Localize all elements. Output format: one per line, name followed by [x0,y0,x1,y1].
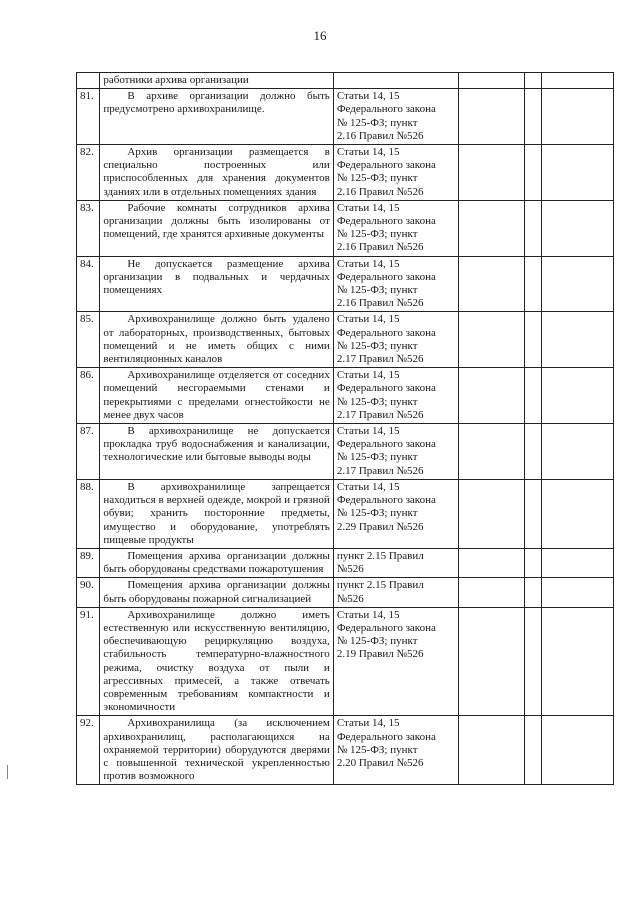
margin-mark [7,765,9,779]
row-number-cell: 92. [77,716,100,785]
basis-cell: Статьи 14, 15 Федерального закона № 125-ФЗ; пункт 2.19 Правил №526 [333,607,458,716]
row-number-cell: 81. [77,89,100,145]
table-row [77,200,614,256]
empty-cell [541,89,613,145]
empty-cell [524,368,541,424]
requirement-cell: Архив организации размещается в специально построенных или приспособленных для хранения документов зданиях или в отдельных помещениях здания [100,145,333,201]
empty-cell [524,716,541,785]
basis-cell: Статьи 14, 15 Федерального закона № 125-ФЗ; пункт 2.17 Правил №526 [333,368,458,424]
requirement-cell: работники архива организации [100,73,333,89]
table-row [77,368,614,424]
requirements-table [76,72,614,785]
table-row [77,479,614,548]
table-row [77,424,614,480]
empty-cell [524,200,541,256]
row-number-cell: 88. [77,479,100,548]
table-row [77,716,614,785]
requirement-cell: Помещения архива организации должны быть оборудованы пожарной сигнализацией [100,578,333,607]
empty-cell [541,578,613,607]
empty-cell [524,607,541,716]
empty-cell [459,368,525,424]
row-number-cell: 89. [77,548,100,577]
basis-cell: Статьи 14, 15 Федерального закона № 125-ФЗ; пункт 2.16 Правил №526 [333,256,458,312]
basis-cell: Статьи 14, 15 Федерального закона № 125-ФЗ; пункт 2.17 Правил №526 [333,312,458,368]
requirement-cell: Архивохранилища (за исключением архивохранилищ, располагающихся на охраняемой территории) оборудуются дверями с повышенной технической укрепленностью против возможного [100,716,333,785]
empty-cell [524,424,541,480]
table-row [77,578,614,607]
empty-cell [459,578,525,607]
empty-cell [524,578,541,607]
empty-cell [524,145,541,201]
requirement-cell: Помещения архива организации должны быть оборудованы средствами пожаротушения [100,548,333,577]
empty-cell [459,479,525,548]
table-row [77,607,614,716]
basis-cell: Статьи 14, 15 Федерального закона № 125-ФЗ; пункт 2.17 Правил №526 [333,424,458,480]
empty-cell [541,607,613,716]
empty-cell [541,73,613,89]
empty-cell [459,200,525,256]
requirement-cell: Рабочие комнаты сотрудников архива организации должны быть изолированы от помещений, где хранятся архивные документы [100,200,333,256]
row-number-cell: 86. [77,368,100,424]
row-number-cell: 84. [77,256,100,312]
empty-cell [459,145,525,201]
basis-cell: Статьи 14, 15 Федерального закона № 125-ФЗ; пункт 2.16 Правил №526 [333,89,458,145]
table-row [77,145,614,201]
row-number-cell: 87. [77,424,100,480]
requirement-cell: Не допускается размещение архива организации в подвальных и чердачных помещениях [100,256,333,312]
requirement-cell: В архивохранилище не допускается прокладка труб водоснабжения и канализации, технологические или бытовые выводы воды [100,424,333,480]
row-number-cell: 90. [77,578,100,607]
row-number-cell [77,73,100,89]
empty-cell [524,73,541,89]
empty-cell [459,548,525,577]
empty-cell [541,479,613,548]
empty-cell [524,89,541,145]
empty-cell [524,312,541,368]
requirement-cell: В архиве организации должно быть предусмотрено архивохранилище. [100,89,333,145]
basis-cell: Статьи 14, 15 Федерального закона № 125-ФЗ; пункт 2.20 Правил №526 [333,716,458,785]
empty-cell [541,145,613,201]
table-row [77,548,614,577]
basis-cell: Статьи 14, 15 Федерального закона № 125-ФЗ; пункт 2.29 Правил №526 [333,479,458,548]
empty-cell [459,607,525,716]
table-row [77,73,614,89]
empty-cell [541,368,613,424]
page-number: 16 [313,28,327,43]
row-number-cell: 82. [77,145,100,201]
row-number-cell: 83. [77,200,100,256]
requirement-cell: Архивохранилище должно иметь естественную или искусственную вентиляцию, обеспечивающую рециркуляцию воздуха, стабильность температурно-влажностного режима, очистку воздуха от пыли и агрессивных примесей, а также отвечать современным требованиям компактности и экономичности [100,607,333,716]
row-number-cell: 91. [77,607,100,716]
basis-cell: Статьи 14, 15 Федерального закона № 125-ФЗ; пункт 2.16 Правил №526 [333,145,458,201]
empty-cell [459,424,525,480]
empty-cell [524,256,541,312]
table-row [77,312,614,368]
empty-cell [459,312,525,368]
empty-cell [541,200,613,256]
empty-cell [541,424,613,480]
empty-cell [524,548,541,577]
empty-cell [459,256,525,312]
requirement-cell: Архивохранилище должно быть удалено от лабораторных, производственных, бытовых помещений и не иметь общих с ними вентиляционных каналов [100,312,333,368]
basis-cell: Статьи 14, 15 Федерального закона № 125-ФЗ; пункт 2.16 Правил №526 [333,200,458,256]
empty-cell [541,256,613,312]
empty-cell [459,716,525,785]
empty-cell [459,73,525,89]
row-number-cell: 85. [77,312,100,368]
empty-cell [541,548,613,577]
basis-cell: пункт 2.15 Правил №526 [333,578,458,607]
empty-cell [459,89,525,145]
basis-cell: пункт 2.15 Правил №526 [333,548,458,577]
empty-cell [541,716,613,785]
requirement-cell: В архивохранилище запрещается находиться в верхней одежде, мокрой и грязной обуви; хранить посторонние предметы, имущество и оборудование, употреблять пищевые продукты [100,479,333,548]
empty-cell [541,312,613,368]
table-row [77,256,614,312]
empty-cell [524,479,541,548]
basis-cell [333,73,458,89]
table-row [77,89,614,145]
requirement-cell: Архивохранилище отделяется от соседних помещений несгораемыми стенами и перекрытиями с пределами огнестойкости не менее двух часов [100,368,333,424]
